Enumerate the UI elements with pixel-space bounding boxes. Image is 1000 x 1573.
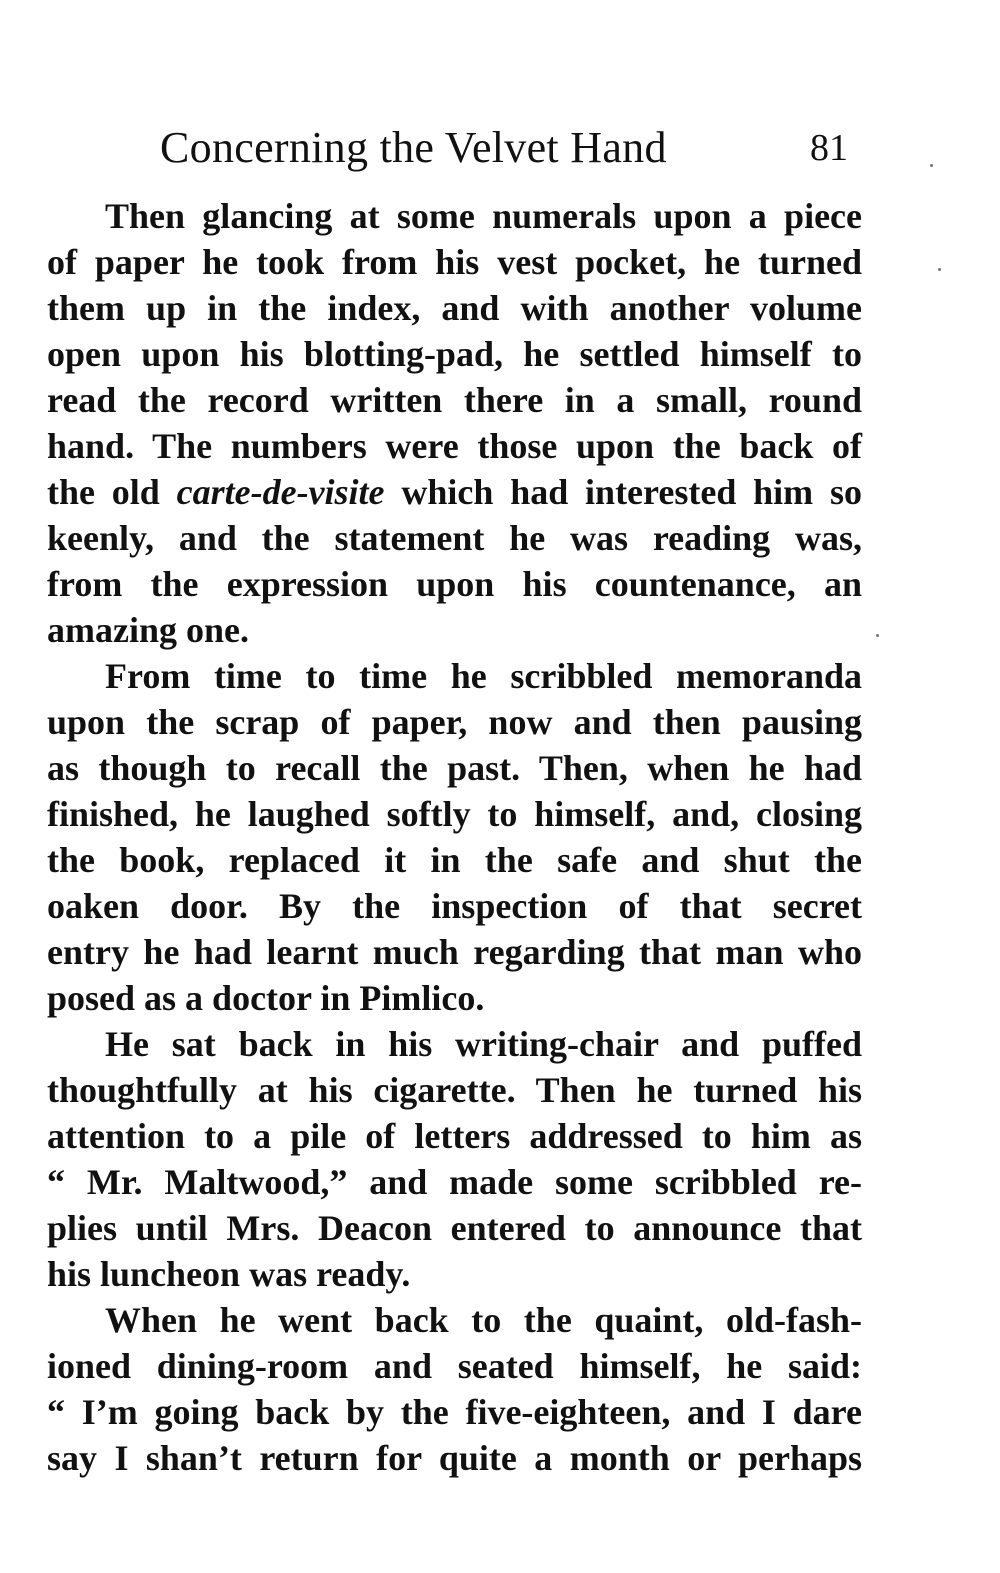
text-fragment: which had interested him so [401, 472, 862, 512]
body-text [47, 193, 862, 1481]
text-line: “ Mr. Maltwood,” and made some scribbled re- [47, 1162, 862, 1202]
text-line: hand. The numbers were those upon the back of [47, 426, 862, 466]
text-line: He sat back in his writing-chair and puffed [105, 1024, 862, 1064]
text-line: read the record written there in a small, round [47, 380, 862, 420]
text-line: amazing one. [47, 610, 249, 650]
text-line: keenly, and the statement he was reading was, [47, 518, 862, 558]
running-head [160, 118, 880, 178]
scan-speck [938, 268, 941, 271]
text-line: finished, he laughed softly to himself, and, closing [47, 794, 862, 834]
running-title: Concerning the Velvet Hand [160, 123, 667, 172]
text-line: open upon his blotting-pad, he settled himself to [47, 334, 862, 374]
scan-speck [876, 634, 879, 637]
text-line: his luncheon was ready. [47, 1254, 411, 1294]
text-line: From time to time he scribbled memoranda [105, 656, 862, 696]
text-line: posed as a doctor in Pimlico. [47, 978, 485, 1018]
text-line: them up in the index, and with another volume [47, 288, 862, 328]
text-line: ioned dining-room and seated himself, he said: [47, 1346, 862, 1386]
text-line: as though to recall the past. Then, when he had [47, 748, 862, 788]
text-line: the book, replaced it in the safe and shut the [47, 840, 862, 880]
italic-term: carte-de-visite [176, 472, 385, 512]
text-line: When he went back to the quaint, old-fash- [105, 1300, 862, 1340]
text-line: from the expression upon his countenance, an [47, 564, 862, 604]
text-line: thoughtfully at his cigarette. Then he turned his [47, 1070, 862, 1110]
text-line: say I shan’t return for quite a month or perhaps [47, 1438, 862, 1478]
text-line-with-italic [47, 469, 862, 515]
scan-speck [930, 164, 933, 167]
text-line: oaken door. By the inspection of that secret [47, 886, 862, 926]
text-line: of paper he took from his vest pocket, he turned [47, 242, 862, 282]
text-line: “ I’m going back by the five-eighteen, and I dare [47, 1392, 862, 1432]
text-fragment: the old [47, 472, 160, 512]
text-line: plies until Mrs. Deacon entered to announce that [47, 1208, 862, 1248]
page-number: 81 [810, 127, 848, 169]
text-line: attention to a pile of letters addressed to him as [47, 1116, 862, 1156]
text-line: entry he had learnt much regarding that man who [47, 932, 862, 972]
text-line: Then glancing at some numerals upon a piece [105, 196, 862, 236]
text-line: upon the scrap of paper, now and then pausing [47, 702, 862, 742]
